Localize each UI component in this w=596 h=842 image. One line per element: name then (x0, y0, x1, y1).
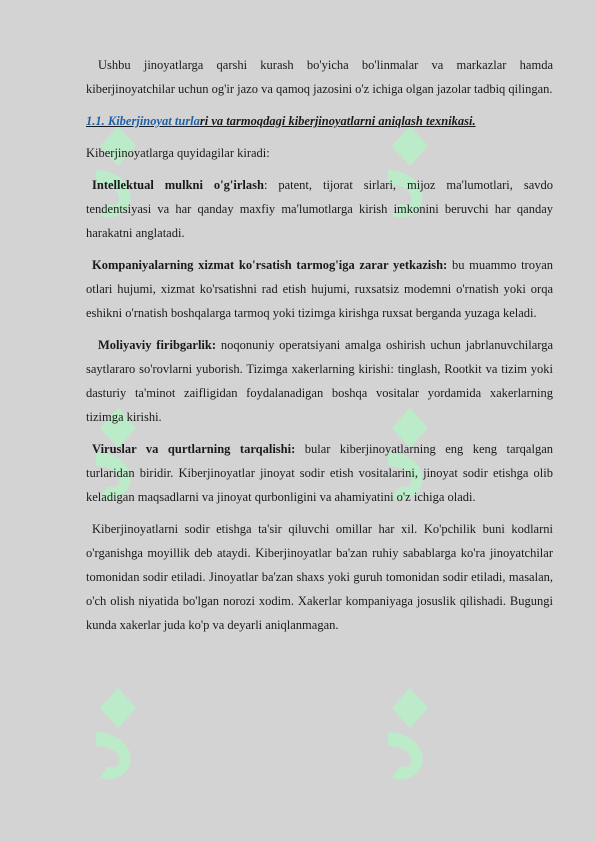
section-heading (86, 109, 553, 133)
list-item-viruses (86, 437, 553, 509)
item-term: Viruslar va qurtlarning tarqalishi: (92, 442, 296, 456)
item-text: : patent, tijorat sirlari, mijoz ma'lumotlari, savdo tendentsiyasi va har qanday maxfiy ma'lumotlarga kirish imkonini beruvchi har qanday harakatni anglatadi. (86, 178, 553, 240)
paragraph-closing: Kiberjinoyatlarni sodir etishga ta'sir qiluvchi omillar har xil. Ko'pchilik buni kodlarni o'rganishga moyillik deb ataydi. Kiberjinoyatlar ba'zan ruhiy sabablarga ko'ra jinoyatchilar tomonidan sodir etiladi. Jinoyatlar ba'zan shaxs yoki guruh tomonidan sodir etiladi, masalan, o'ch olish niyatida bo'lgan norozi xodim. Xakerlar kompaniyaga josuslik qilishadi. Bugungi kunda xakerlar juda ko'p va deyarli aniqlanmagan. (86, 522, 553, 632)
list-intro: Kiberjinoyatlarga quyidagilar kiradi: (86, 146, 270, 160)
heading-rest: ri va tarmoqdagi kiberjinoyatlarni aniqlash texnikasi. (199, 114, 476, 128)
item-term: Moliyaviy firibgarlik: (98, 338, 217, 352)
item-text: bular kiberjinoyatlarning eng keng tarqalgan turlaridan biridir. Kiberjinoyatlar jinoyat sodir etish vositalarini, jinoyat sodir etishga olib keladigan maqsadlarni va jinoyat qurbonligini va ahamiyatini o'z ichiga oladi. (86, 442, 554, 504)
item-text: bu muammo troyan otlari hujumi, xizmat ko'rsatishni rad etish hujumi, ruxsatsiz modemni o'rnatish yoki orqa eshikni o'rnatish boshqalarga tarmoq yoki tizimga kirishga ruxsat berganda yuzaga keladi. (86, 258, 553, 320)
list-item-ip-theft (86, 173, 553, 245)
watermark-logo-icon (370, 680, 450, 790)
heading-link[interactable]: 1.1. Kiberjinoyat turla (86, 114, 200, 128)
document-body (86, 53, 553, 645)
watermark-logo-icon (78, 680, 158, 790)
list-item-network-damage (86, 253, 553, 325)
list-item-financial-fraud (86, 333, 553, 429)
item-term: Kompaniyalarning xizmat ko'rsatish tarmog'iga zarar yetkazish: (92, 258, 448, 272)
item-term: Intellektual mulkni o'g'irlash (92, 178, 264, 192)
paragraph-intro: Ushbu jinoyatlarga qarshi kurash bo'yicha bo'linmalar va markazlar hamda kiberjinoyatchilar uchun og'ir jazo va qamoq jazosini o'z ichiga olgan jazolar tadbiq qilingan. (86, 58, 553, 96)
item-text: noqonuniy operatsiyani amalga oshirish uchun jabrlanuvchilarga saytlararo so'rovlarni yuborish. Tizimga xakerlarning kirishi: tinglash, Rootkit va tizim yoki dasturiy ta'minot zaifligidan foydalanadigan boshqa vositalar yordamida xakerlarning tizimga kirishi. (86, 338, 553, 424)
